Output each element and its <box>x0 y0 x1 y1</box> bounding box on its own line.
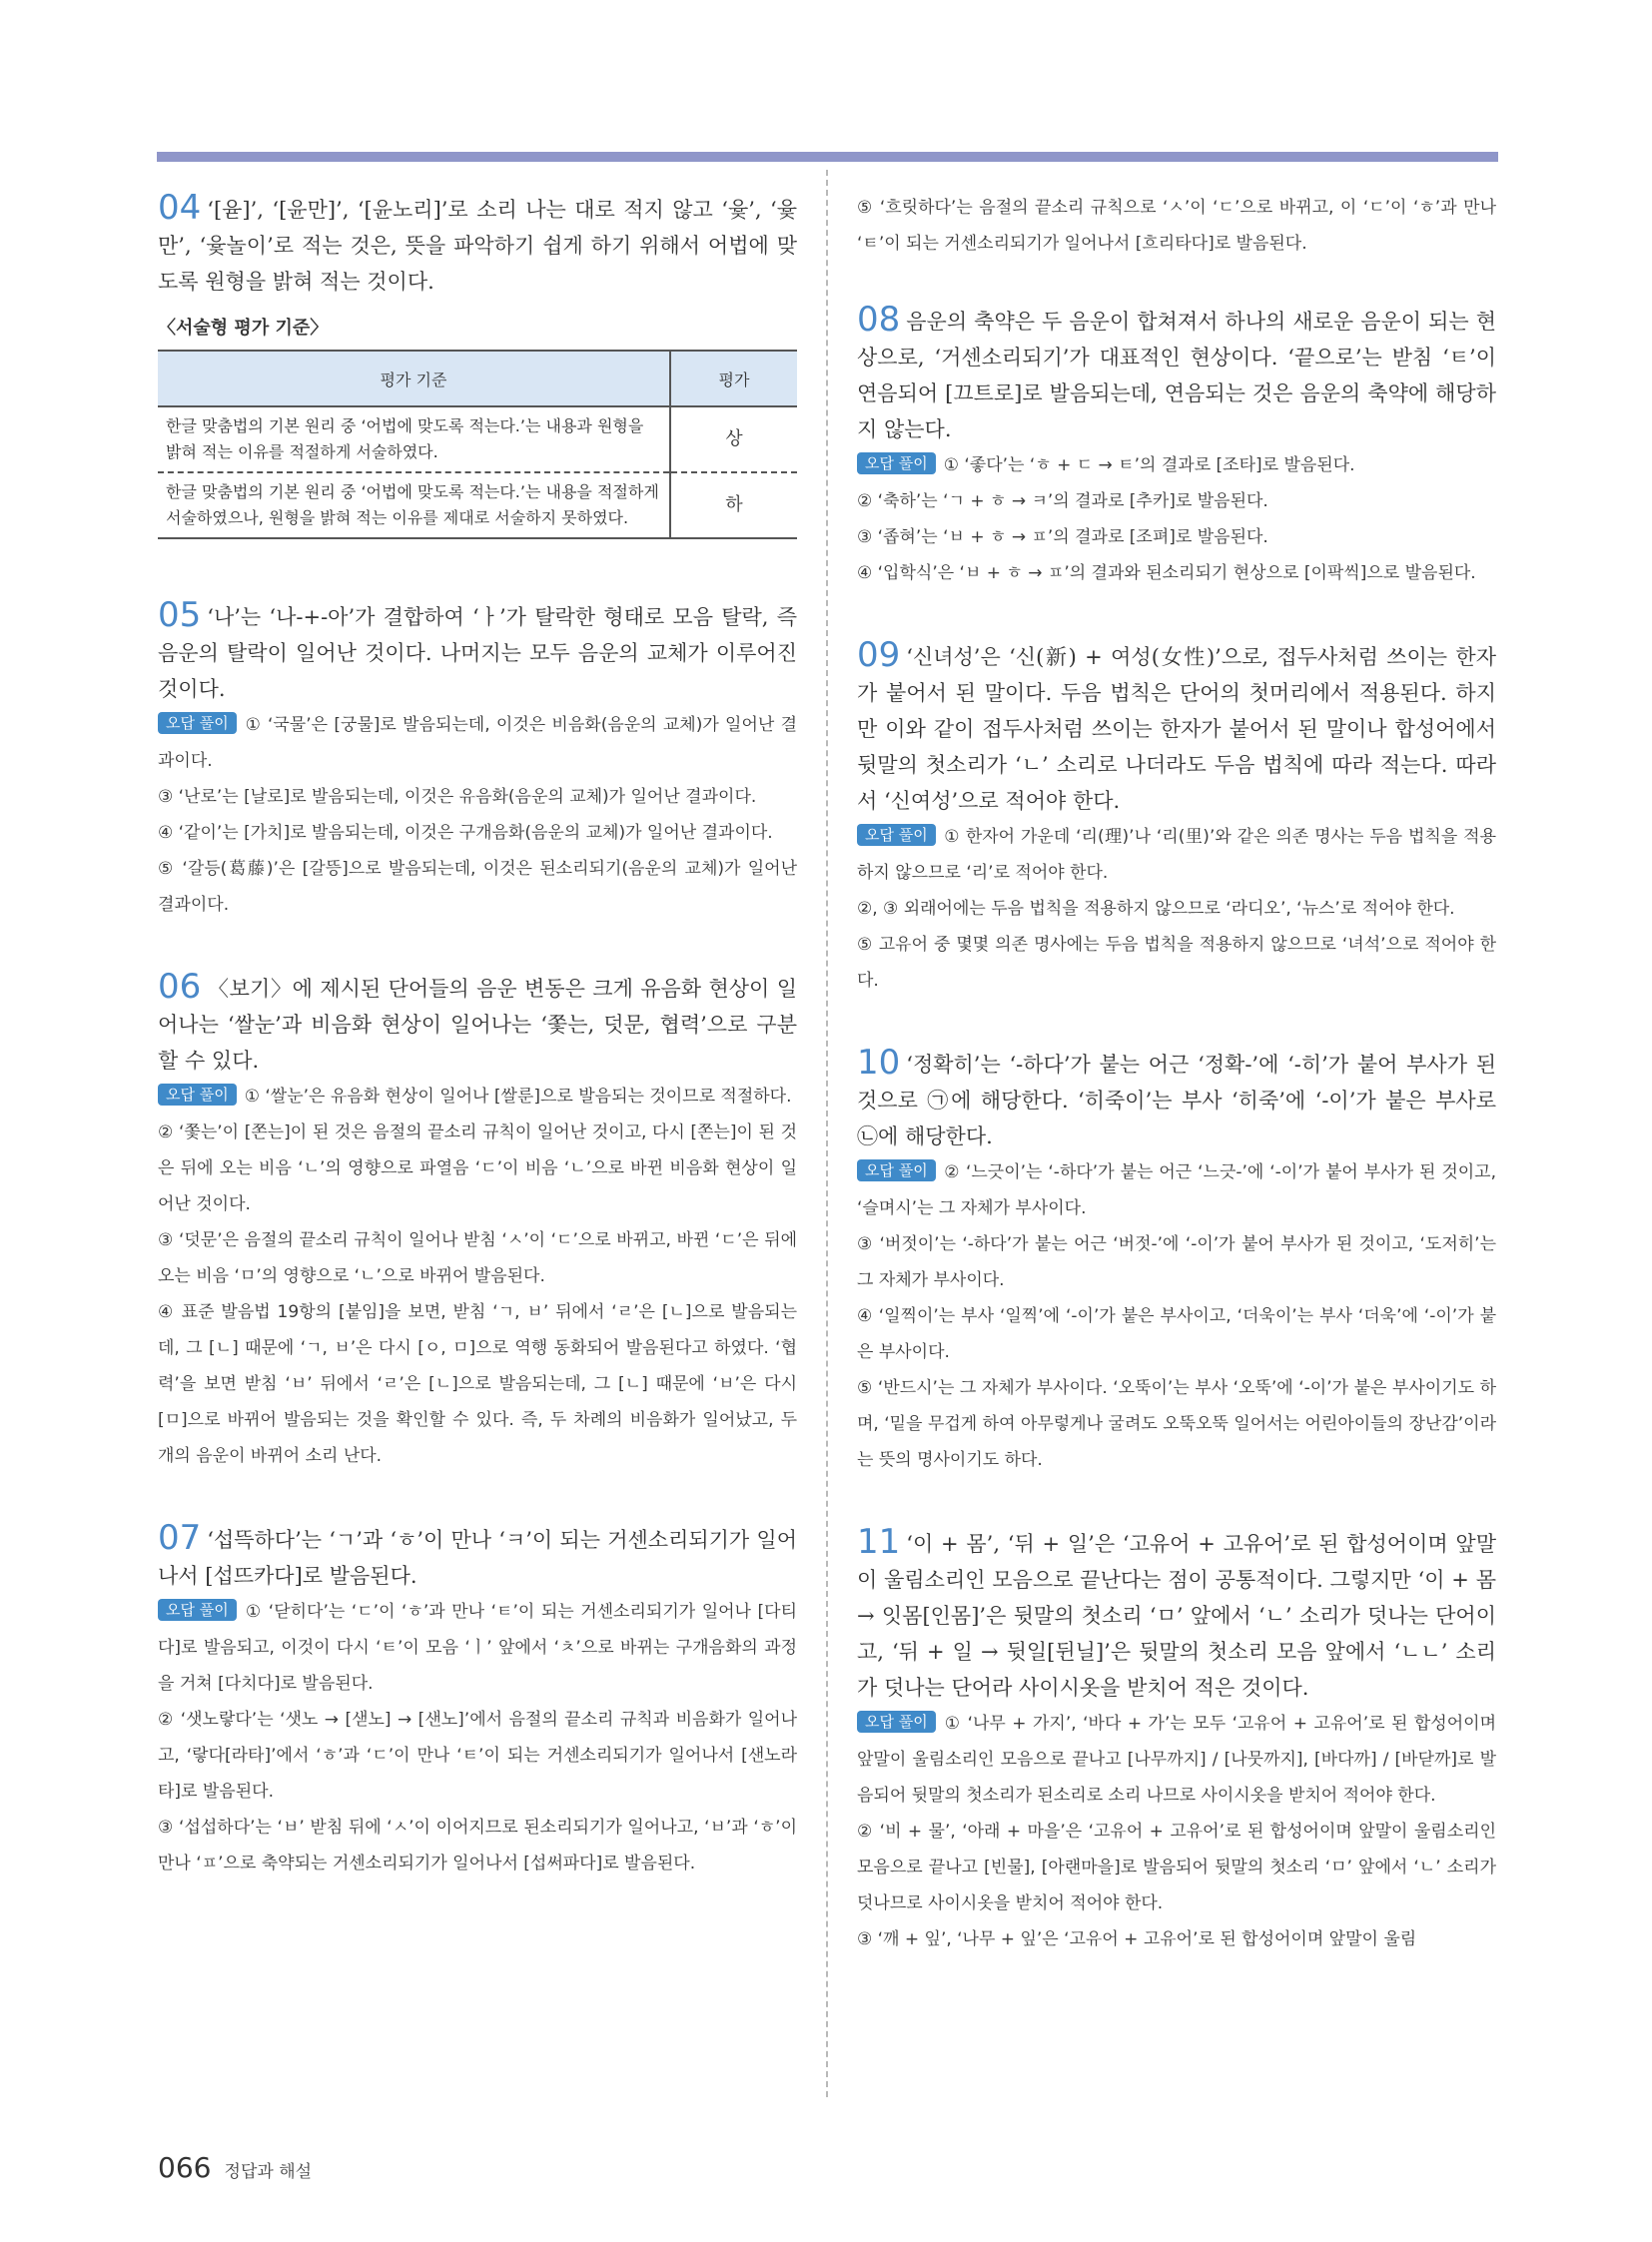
answer-09-note-2: ②, ③ 외래어에는 두음 법칙을 적용하지 않으므로 ‘라디오’, ‘뉴스’로 적어야 한다. <box>857 899 1455 919</box>
answer-08-number: 08 <box>857 300 901 340</box>
answer-04-number: 04 <box>158 188 202 228</box>
answer-08-text <box>857 302 1496 447</box>
answer-10-note-1 <box>857 1154 1496 1226</box>
answer-11-body: ‘이 + 몸’, ‘뒤 + 일’은 ‘고유어 + 고유어’로 된 합성어이며 앞말이 울림소리인 모음으로 끝난다는 점이 공통적이다. 그렇지만 ‘이 + 몸 → 잇몸[인몸]’은 뒷말의 첫소리 ‘ㅁ’ 앞에서 ‘ㄴ’ 소리가 덧나는 단어이고, ‘뒤 + 일 → 뒷일[뒨닐]’은 뒷말의 첫소리 모음 앞에서 ‘ㄴㄴ’ 소리가 덧나는 단어라 사이시옷을 받치어 적은 것이다. <box>857 1532 1496 1700</box>
right-column <box>857 190 1496 1957</box>
answer-07-note-3: ③ ‘섭섭하다’는 ‘ㅂ’ 받침 뒤에 ‘ㅅ’이 이어지므로 된소리되기가 일어나고, ‘ㅂ’과 ‘ㅎ’이 만나 ‘ㅍ’으로 축약되는 거센소리되기가 일어나서 [섭써파다]로 발음된다. <box>158 1818 797 1873</box>
answer-05-number: 05 <box>158 595 202 635</box>
answer-08-body: 음운의 축약은 두 음운이 합쳐져서 하나의 새로운 음운이 되는 현상으로, ‘거센소리되기’가 대표적인 현상이다. ‘끝으로’는 받침 ‘ㅌ’이 연음되어 [끄트로]로 발음되는데, 연음되는 것은 음운의 축약에 해당하지 않는다. <box>857 310 1496 441</box>
answer-06-body: 〈보기〉에 제시된 단어들의 음운 변동은 크게 유음화 현상이 일어나는 ‘쌀눈’과 비음화 현상이 일어나는 ‘쫓는, 덧문, 협력’으로 구분할 수 있다. <box>158 977 797 1073</box>
left-column <box>158 190 797 1881</box>
note-text: ① ‘닫히다’는 ‘ㄷ’이 ‘ㅎ’과 만나 ‘ㅌ’이 되는 거센소리되기가 일어나 [다티다]로 발음되고, 이것이 다시 ‘ㅌ’이 모음 ‘ㅣ’ 앞에서 ‘ㅊ’으로 바뀌는 구개음화의 과정을 거쳐 [다치다]로 발음된다. <box>158 1602 797 1694</box>
answer-06-note-2: ② ‘쫓는’이 [쫀는]이 된 것은 음절의 끝소리 규칙이 일어난 것이고, 다시 [쫀는]이 된 것은 뒤에 오는 비음 ‘ㄴ’의 영향으로 파열음 ‘ㄷ’이 비음 ‘ㄴ’으로 바뀐 비음화 현상이 일어난 것이다. <box>158 1122 797 1214</box>
answer-08-note-2: ② ‘축하’는 ‘ㄱ + ㅎ → ㅋ’의 결과로 [추카]로 발음된다. <box>857 491 1268 511</box>
answer-10-note-3: ④ ‘일찍이’는 부사 ‘일찍’에 ‘-이’가 붙은 부사이고, ‘더욱이’는 부사 ‘더욱’에 ‘-이’가 붙은 부사이다. <box>857 1306 1496 1362</box>
answer-09-note-3: ⑤ 고유어 중 몇몇 의존 명사에는 두음 법칙을 적용하지 않으므로 ‘녀석’으로 적어야 한다. <box>857 935 1496 991</box>
answer-10-note-4: ⑤ ‘반드시’는 그 자체가 부사이다. ‘오뚝이’는 부사 ‘오뚝’에 ‘-이’가 붙은 부사이기도 하며, ‘밑을 무겁게 하여 아무렇게나 굴려도 오뚝오뚝 일어서는 어린아이들의 장난감’이라는 뜻의 명사이기도 하다. <box>857 1378 1496 1470</box>
answer-08-note-1 <box>857 447 1496 483</box>
criteria-header: 평가 기준 <box>158 351 670 406</box>
answer-09-number: 09 <box>857 635 901 675</box>
answer-04-text <box>158 190 797 300</box>
wrong-answer-badge: 오답 풀이 <box>158 1599 237 1621</box>
page-footer <box>158 2151 312 2184</box>
answer-07 <box>158 1520 797 1881</box>
answer-07-text <box>158 1520 797 1594</box>
answer-05-body: ‘나’는 ‘나-+-아’가 결합하여 ‘ㅏ’가 탈락한 형태로 모음 탈락, 즉 음운의 탈락이 일어난 것이다. 나머지는 모두 음운의 교체가 이루어진 것이다. <box>158 605 797 701</box>
wrong-answer-badge: 오답 풀이 <box>857 1711 936 1733</box>
answer-11-text <box>857 1524 1496 1706</box>
criteria-row-1-text: 한글 맞춤법의 기본 원리 중 ‘어법에 맞도록 적는다.’는 내용과 원형을 밝혀 적는 이유를 적절하게 서술하였다. <box>158 406 670 472</box>
answer-09-body: ‘신녀성’은 ‘신(新) + 여성(女性)’으로, 접두사처럼 쓰이는 한자가 붙어서 된 말이다. 두음 법칙은 단어의 첫머리에서 적용된다. 하지만 이와 같이 접두사처럼 쓰이는 한자가 붙어서 된 말이나 합성어에서 뒷말의 첫소리가 ‘ㄴ’ 소리로 나더라도 두음 법칙에 따라 적는다. 따라서 ‘신여성’으로 적어야 한다. <box>857 645 1496 813</box>
wrong-answer-badge: 오답 풀이 <box>857 824 936 846</box>
answer-05-note-3: ④ ‘같이’는 [가치]로 발음되는데, 이것은 구개음화(음운의 교체)가 일어난 결과이다. <box>158 823 773 843</box>
answer-06-note-3: ③ ‘덧문’은 음절의 끝소리 규칙이 일어나 받침 ‘ㅅ’이 ‘ㄷ’으로 바뀌고, 바뀐 ‘ㄷ’은 뒤에 오는 비음 ‘ㅁ’의 영향으로 ‘ㄴ’으로 바뀌어 발음된다. <box>158 1230 797 1286</box>
answer-05-note-2: ③ ‘난로’는 [날로]로 발음되는데, 이것은 유음화(음운의 교체)가 일어난 결과이다. <box>158 787 757 807</box>
answer-10-number: 10 <box>857 1043 901 1083</box>
answer-11-note-1 <box>857 1706 1496 1814</box>
answer-09-text <box>857 637 1496 819</box>
note-text: ① ‘쌀눈’은 유음화 현상이 일어나 [쌀룬]으로 발음되는 것이므로 적절하다. <box>244 1087 792 1107</box>
page-label: 정답과 해설 <box>224 2162 313 2182</box>
answer-09-note-1 <box>857 819 1496 891</box>
answer-11 <box>857 1524 1496 1957</box>
answer-07-note-5: ⑤ ‘흐릿하다’는 음절의 끝소리 규칙으로 ‘ㅅ’이 ‘ㄷ’으로 바뀌고, 이 ‘ㄷ’이 ‘ㅎ’과 만나 ‘ㅌ’이 되는 거센소리되기가 일어나서 [흐리타다]로 발음된다. <box>857 198 1496 254</box>
wrong-answer-badge: 오답 풀이 <box>158 1084 237 1106</box>
criteria-row-1-grade: 상 <box>670 406 797 472</box>
answer-04 <box>158 190 797 539</box>
answer-05-note-1 <box>158 707 797 779</box>
answer-05-note-4: ⑤ ‘갈등(葛藤)’은 [갈뜽]으로 발음되는데, 이것은 된소리되기(음운의 교체)가 일어난 결과이다. <box>158 859 797 915</box>
answer-08-note-4: ④ ‘입학식’은 ‘ㅂ + ㅎ → ㅍ’의 결과와 된소리되기 현상으로 [이팍씩]으로 발음된다. <box>857 563 1476 583</box>
top-color-bar <box>157 152 1498 162</box>
answer-07-note-1 <box>158 1594 797 1702</box>
criteria-row-2-text: 한글 맞춤법의 기본 원리 중 ‘어법에 맞도록 적는다.’는 내용을 적절하게 서술하였으나, 원형을 밝혀 적는 이유를 제대로 서술하지 못하였다. <box>166 482 659 527</box>
note-text: ② ‘느긋이’는 ‘-하다’가 붙는 어근 ‘느긋-’에 ‘-이’가 붙어 부사가 된 것이고, ‘슬며시’는 그 자체가 부사이다. <box>857 1162 1496 1218</box>
note-text: ① ‘좋다’는 ‘ㅎ + ㄷ → ㅌ’의 결과로 [조타]로 발음된다. <box>943 455 1355 475</box>
wrong-answer-badge: 오답 풀이 <box>158 712 237 734</box>
answer-08-note-3: ③ ‘좁혀’는 ‘ㅂ + ㅎ → ㅍ’의 결과로 [조펴]로 발음된다. <box>857 527 1268 547</box>
answer-07-number: 07 <box>158 1518 202 1558</box>
wrong-answer-badge: 오답 풀이 <box>857 452 936 474</box>
answer-06-text <box>158 969 797 1079</box>
answer-10-body: ‘정확히’는 ‘-하다’가 붙는 어근 ‘정확-’에 ‘-히’가 붙어 부사가 된 것으로 ㉠에 해당한다. ‘히죽이’는 부사 ‘히죽’에 ‘-이’가 붙은 부사로 ㉡에 해당한다. <box>857 1053 1496 1148</box>
answer-09 <box>857 637 1496 999</box>
criteria-title: 〈서술형 평가 기준〉 <box>158 318 329 339</box>
answer-07-body: ‘섭뜩하다’는 ‘ㄱ’과 ‘ㅎ’이 만나 ‘ㅋ’이 되는 거센소리되기가 일어나서 [섭뜨카다]로 발음된다. <box>158 1528 797 1588</box>
answer-06-note-1 <box>158 1079 797 1115</box>
answer-10-text <box>857 1045 1496 1154</box>
answer-11-number: 11 <box>857 1522 901 1562</box>
answer-11-note-2: ② ‘비 + 물’, ‘아래 + 마을’은 ‘고유어 + 고유어’로 된 합성어이며 앞말이 울림소리인 모음으로 끝나고 [빈물], [아랜마을]로 발음되어 뒷말의 첫소리 ‘ㅁ’ 앞에서 ‘ㄴ’ 소리가 덧나므로 사이시옷을 받치어 적어야 한다. <box>857 1822 1496 1913</box>
note-text: ① ‘국물’은 [궁물]로 발음되는데, 이것은 비음화(음운의 교체)가 일어난 결과이다. <box>158 715 797 771</box>
grade-header: 평가 <box>670 351 797 406</box>
answer-11-note-3: ③ ‘깨 + 잎’, ‘나무 + 잎’은 ‘고유어 + 고유어’로 된 합성어이며 앞말이 울림 <box>857 1929 1417 1949</box>
answer-08 <box>857 302 1496 591</box>
answer-06 <box>158 969 797 1474</box>
column-divider <box>826 170 828 2097</box>
wrong-answer-badge: 오답 풀이 <box>857 1159 936 1181</box>
answer-07-note-2: ② ‘샛노랗다’는 ‘샛노 → [샏노] → [샌노]’에서 음절의 끝소리 규칙과 비음화가 일어나고, ‘랗다[라타]’에서 ‘ㅎ’과 ‘ㄷ’이 만나 ‘ㅌ’이 되는 거센소리되기가 일어나서 [샌노라타]로 발음된다. <box>158 1710 797 1802</box>
note-text: ① 한자어 가운데 ‘리(理)’나 ‘리(里)’와 같은 의존 명사는 두음 법칙을 적용하지 않으므로 ‘리’로 적어야 한다. <box>857 827 1496 883</box>
page-number: 066 <box>158 2151 212 2184</box>
answer-10-note-2: ③ ‘버젓이’는 ‘-하다’가 붙는 어근 ‘버젓-’에 ‘-이’가 붙어 부사가 된 것이고, ‘도저히’는 그 자체가 부사이다. <box>857 1234 1496 1290</box>
answer-06-number: 06 <box>158 967 202 1007</box>
answer-04-body: ‘[윧]’, ‘[윤만]’, ‘[윤노리]’로 소리 나는 대로 적지 않고 ‘윷’, ‘윷만’, ‘윷놀이’로 적는 것은, 뜻을 파악하기 쉽게 하기 위해서 어법에 맞도록 원형을 밝혀 적는 것이다. <box>158 198 797 294</box>
answer-05-text <box>158 597 797 707</box>
answer-06-note-4: ④ 표준 발음법 19항의 [붙임]을 보면, 받침 ‘ㄱ, ㅂ’ 뒤에서 ‘ㄹ’은 [ㄴ]으로 발음되는데, 그 [ㄴ] 때문에 ‘ㄱ, ㅂ’은 다시 [ㅇ, ㅁ]으로 역행 동화되어 발음된다고 하였다. ‘협력’을 보면 받침 ‘ㅂ’ 뒤에서 ‘ㄹ’은 [ㄴ]으로 발음되는데, 그 [ㄴ] 때문에 ‘ㅂ’은 다시 [ㅁ]으로 바뀌어 발음되는 것을 확인할 수 있다. 즉, 두 차례의 비음화가 일어났고, 두 개의 음운이 바뀌어 소리 난다. <box>158 1302 797 1466</box>
criteria-row-2-grade: 하 <box>670 472 797 538</box>
answer-05 <box>158 597 797 923</box>
answer-07-continued <box>857 190 1496 262</box>
answer-10 <box>857 1045 1496 1478</box>
criteria-table <box>158 350 797 539</box>
note-text: ① ‘나무 + 가지’, ‘바다 + 가’는 모두 ‘고유어 + 고유어’로 된 합성어이며 앞말이 울림소리인 모음으로 끝나고 [나무까지] / [나뭇까지], [바다까] / [바닫까]로 발음되어 뒷말의 첫소리가 된소리로 소리 나므로 사이시옷을 받치어 적어야 한다. <box>857 1714 1496 1806</box>
